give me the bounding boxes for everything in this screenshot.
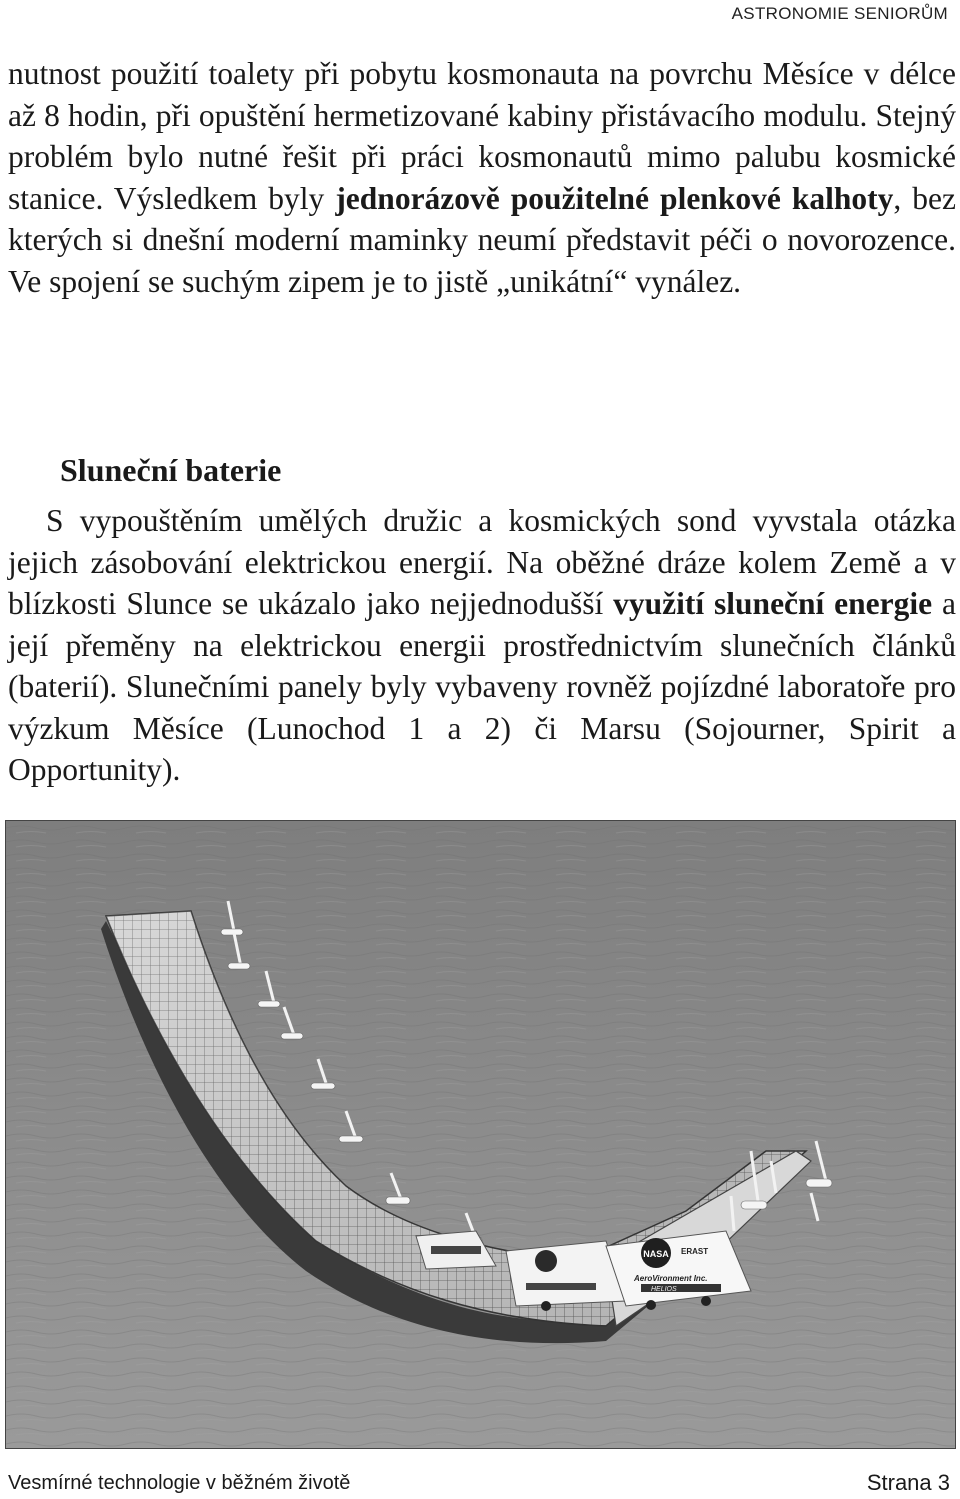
helios-aircraft-photo xyxy=(5,820,956,1449)
paragraph-text: nutnost použití toalety při pobytu kosmonauta na povrchu Měsíce v délce až 8 hodin, při opuštění hermetizované kabiny přistávacího modulu. Stejný problém bylo nutné řešit při práci kosmonautů mimo palubu kosmické stanice. Výsledkem byly xyxy=(8,56,956,216)
paragraph-solar-batteries xyxy=(8,500,956,791)
paragraph-text: , bez kterých si dnešní moderní maminky neumí představit péči o novorozence. Ve spojení se suchým zipem je to jistě „unikátní“ vynález. xyxy=(8,180,956,299)
helios-aircraft-image xyxy=(6,821,955,1448)
section-heading: Sluneční baterie xyxy=(60,452,282,488)
erast-label: ERAST xyxy=(681,1247,709,1256)
running-header: ASTRONOMIE SENIORŮM xyxy=(731,4,948,23)
bold-term: využití sluneční energie xyxy=(613,586,933,621)
page-number: Strana 3 xyxy=(866,1470,950,1495)
paragraph-text: S vypouštěním umělých družic a kosmických sond vyvstala otázka jejich zásobování elektrickou energií. Na oběžné dráze kolem Země a v blízkosti Slunce se ukázalo jako nejjednodušší xyxy=(8,503,956,621)
paragraph-diapers xyxy=(8,53,956,302)
paragraph-text: a její přeměny na elektrickou energii prostřednictvím slunečních článků (baterií). Slunečními panely byly vybaveny rovněž pojízdné laboratoře pro výzkum Měsíce (Lunochod 1 a 2) či Marsu (Sojourner, Spirit a Opportunity). xyxy=(8,586,956,787)
nasa-logo-text: NASA xyxy=(643,1249,669,1259)
footer-book-title: Vesmírné technologie v běžném životě xyxy=(8,1472,351,1494)
name-label: HELIOS xyxy=(651,1286,677,1293)
bold-term: jednorázově použitelné plenkové kalhoty xyxy=(335,180,894,216)
maker-label: AeroVironment Inc. xyxy=(634,1274,708,1283)
